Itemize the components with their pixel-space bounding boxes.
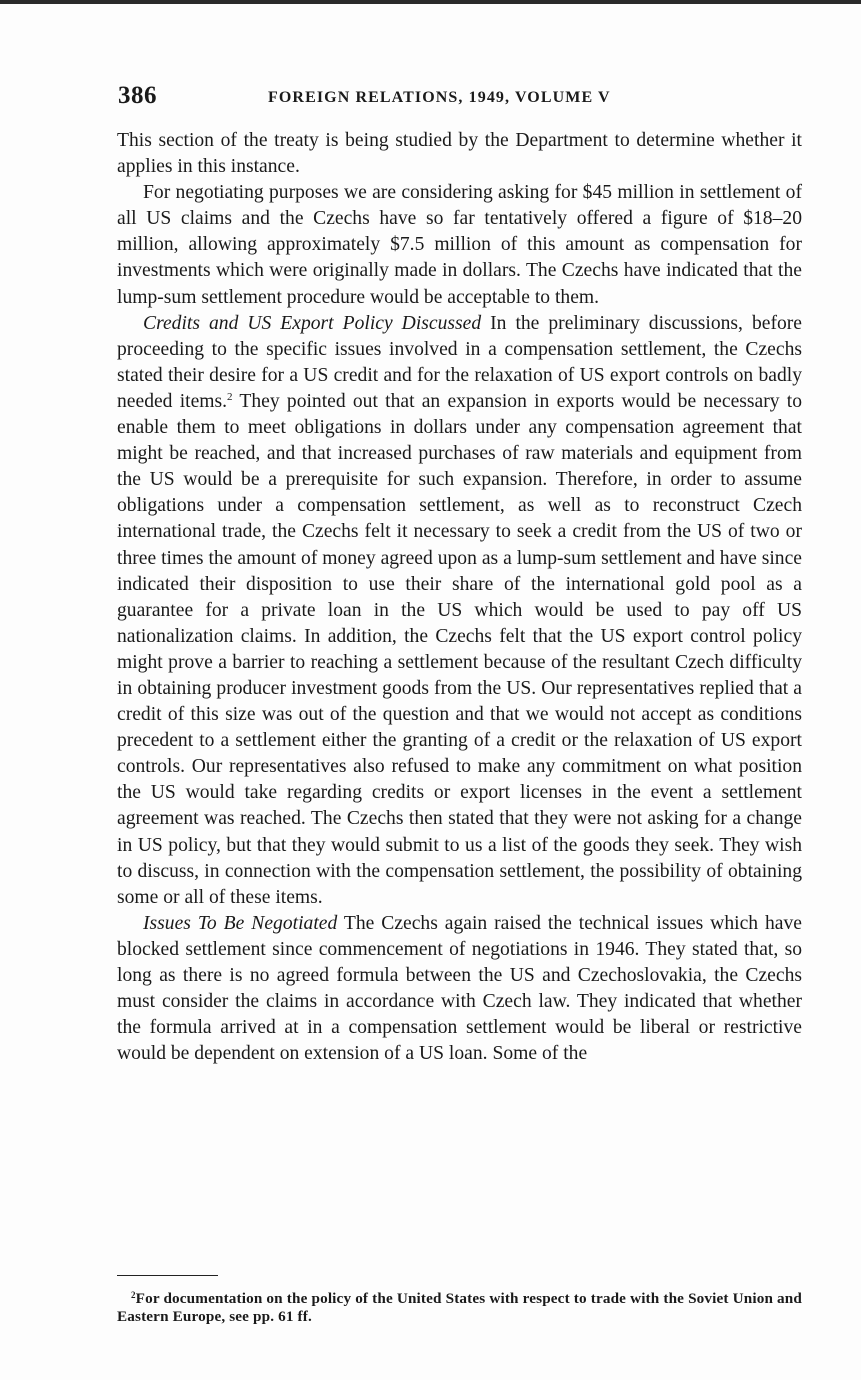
footnote-divider bbox=[117, 1275, 218, 1276]
section-heading: Credits and US Export Policy Discussed bbox=[143, 312, 482, 334]
body-text bbox=[117, 128, 802, 1067]
running-head bbox=[118, 82, 802, 112]
section-heading: Issues To Be Negotiated bbox=[143, 912, 338, 934]
footnote-reference[interactable]: 2 bbox=[227, 390, 233, 403]
paragraph: This section of the treaty is being studied by the Department to determine whether it applies in this instance. bbox=[117, 130, 802, 178]
page-number: 386 bbox=[118, 82, 157, 109]
paragraph: For negotiating purposes we are considering asking for $45 million in settlement of all US claims and the Czechs have so far tentatively offered a figure of $18–20 million, allowing approximately $7.5 million of this amount as compensation for investments which were originally made in dollars. The Czechs have indicated that the lump-sum settlement procedure would be acceptable to them. bbox=[117, 182, 802, 308]
paragraph bbox=[117, 311, 802, 911]
footnote-paragraph bbox=[117, 1290, 802, 1326]
paragraph-text: They pointed out that an expansion in exports would be necessary to enable them to meet obligations in dollars under any compensation agreement that might be reached, and that increased purchases of raw materials and equipment from the US would be a prerequisite for such expansion. Therefore, in order to assume obligations under a compensation settlement, as well as to reconstruct Czech international trade, the Czechs felt it necessary to seek a credit from the US of two or three times the amount of money agreed upon as a lump-sum settlement and have since indicated their disposition to use their share of the international gold pool as a guarantee for a private loan in the US which would be used to pay off US nationalization claims. In addition, the Czechs felt that the US export control policy might prove a barrier to reaching a settlement because of the resultant Czech difficulty in obtaining producer investment goods from the US. Our representatives replied that a credit of this size was out of the question and that we would not accept as conditions precedent to a settlement either the granting of a credit or the relaxation of US export controls. Our representatives also refused to make any commitment on what position the US would take regarding credits or export licenses in the event a settlement agreement was reached. The Czechs then stated that they were not asking for a change in US policy, but that they would submit to us a list of the goods they seek. They wish to discuss, in connection with the compensation settlement, the possibility of obtaining some or all of these items. bbox=[117, 390, 802, 908]
paragraph-text: The Czechs again raised the technical issues which have blocked settlement since commencement of negotiations in 1946. They stated that, so long as there is no agreed formula between the US and Czechoslovakia, the Czechs must consider the claims in accordance with Czech law. They indicated that whether the formula arrived at in a compensation settlement would be liberal or restrictive would be dependent on extension of a US loan. Some of the bbox=[117, 912, 802, 1065]
footnote-mark: 2 bbox=[131, 1290, 136, 1300]
paragraph bbox=[117, 911, 802, 1068]
top-border bbox=[0, 0, 861, 4]
running-title: FOREIGN RELATIONS, 1949, VOLUME V bbox=[268, 89, 611, 106]
paragraph-text: In the preliminary discussions, before proceeding to the specific issues involved in a compensation settlement, the Czechs stated their desire for a US credit and for the relaxation of US export controls on badly needed items. bbox=[117, 312, 802, 412]
footnote-text: For documentation on the policy of the United States with respect to trade with the Soviet Union and Eastern Europe, see pp. 61 ff. bbox=[117, 1290, 802, 1325]
footnote bbox=[117, 1290, 802, 1326]
